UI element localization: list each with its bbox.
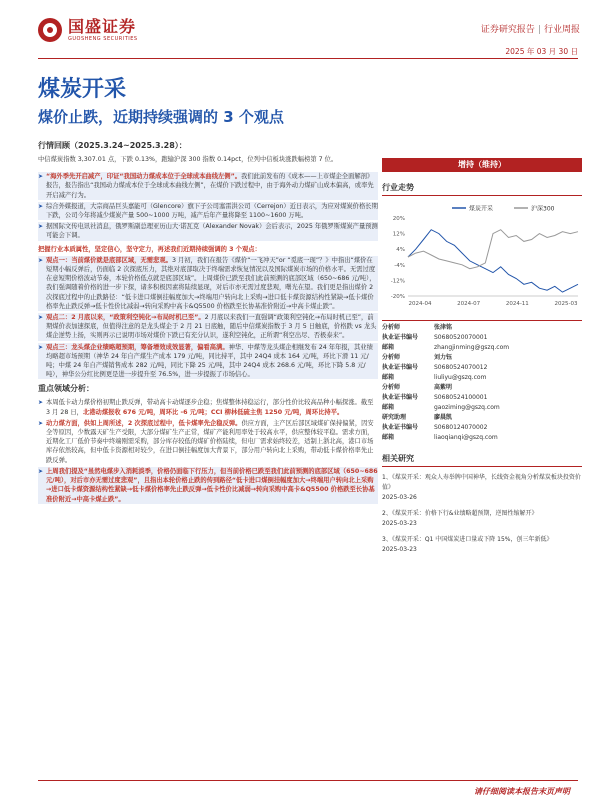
analyst-row (382, 353, 582, 363)
analyst-row (382, 383, 582, 393)
series-line (408, 230, 578, 292)
related-title: 3、《煤炭开采：Q1 中国煤炭进口量或下降 15%，创三年新低》 (382, 536, 553, 543)
x-tick-label: 2025-03 (554, 301, 578, 307)
analyst-key: 执业证书编号 (382, 364, 419, 371)
analyst-key: 执业证书编号 (382, 334, 419, 341)
analyst-key: 执业证书编号 (382, 394, 419, 401)
analyst-key: 邮箱 (382, 434, 395, 441)
analyst-row (382, 333, 582, 343)
view-2: ➤ 观点二：2 月底以来，“政策利空钝化→布局时机已至”。2 月底以来我们一直强调“政策利空钝化→布局时机已至”，前期煤价表加速探底，但值得注意的是龙头煤企于 2 月 21 日底触，随后中信煤炭指数于 3 月 5 日触底，价格跌 vs 龙头煤企逆势上扬，实则再示已说明市场对煤价下跌已有充分认识，遂利空钝化，正所谓“利空出尽、否极泰来”。 (38, 313, 378, 341)
analyst-key: 分析师 (382, 384, 401, 391)
logo-en: GUOSHENG SECURITIES (68, 36, 138, 42)
logo (38, 18, 138, 42)
related-date: 2025-03-26 (382, 494, 417, 501)
related-date: 2025-03-23 (382, 520, 417, 527)
related-item[interactable] (382, 473, 582, 503)
analyst-value: S0680520070001 (434, 334, 488, 341)
logo-cn: 国盛证券 (68, 17, 137, 36)
logo-icon (38, 18, 62, 42)
analyst-value: 刘力钰 (434, 354, 453, 361)
review-head: 行情回顾（2025.3.24~2025.3.28）： (38, 141, 187, 150)
report-date: 2025 年 03 月 30 日 (505, 47, 578, 56)
view-3: ➤ 观点三：龙头煤企业绩略超预期，筹备增效成效显著，偏看高满。神华、中煤等龙头煤企相继发布 24 年年报，其业绩均略超市场预期（神华 24 年自产煤生产成本 179 元/吨，同比持平，其中 24Q4 成本 164 元/吨，环比下滑 11 元/吨；中煤 24 年自产煤销售成本 282 元/吨，同比下降 25 元/吨，其中 24Q4 成本 268.6 元/吨，环比下降 5.8 元/吨），神华公分红比例更是进一步提升至 76.5%，进一步提振了市场信心。 (38, 343, 378, 380)
x-tick-label: 2024-11 (505, 301, 529, 307)
series-line (408, 230, 578, 269)
report-type: 证券研究报告 | 行业周报 (480, 25, 580, 35)
related-item[interactable] (382, 509, 582, 529)
analyst-value: 高紫明 (434, 384, 453, 391)
analyst-value: S0680524070012 (434, 364, 488, 371)
analyst-row (382, 363, 582, 373)
legend-label: 煤炭开采 (469, 205, 494, 213)
page-header (0, 0, 600, 60)
analyst-value: liuliyu@gszq.com (434, 374, 487, 381)
related-date: 2025-03-23 (382, 546, 417, 553)
main-content (38, 140, 378, 504)
review-text: 中信煤炭指数 3,307.01 点，下跌 0.13%，跑输沪深 300 指数 0.14pct，位列中信板块涨跌幅榜第 7 位。 (38, 156, 338, 163)
y-tick-label: 20% (392, 216, 405, 222)
related-title: 2、《煤炭开采：价格下行&业绩略超预期，逆图性缩解开》 (382, 510, 538, 517)
trend-chart (382, 200, 582, 310)
analyst-value: S0680524100001 (434, 394, 488, 401)
analyst-row (382, 403, 582, 413)
analyst-value: S0680124070002 (434, 424, 488, 431)
page-subtitle: 煤价止跌，近期持续强调的 3 个观点 (38, 108, 284, 126)
y-tick-label: 4% (396, 247, 405, 254)
footer-text: 请仔细阅读本报告末页声明 (474, 787, 570, 796)
bullet-3: ➤ 据国际文传电讯社消息，俄罗斯副总理亚历山大·诺瓦克（Alexander Novak）会后表示，2025 年俄罗斯煤炭产量预测可能会下调。 (38, 222, 378, 240)
header-divider (38, 58, 578, 59)
rating-badge: 增持（维持） (382, 158, 582, 172)
analyst-key: 分析师 (382, 354, 401, 361)
analyst-row (382, 343, 582, 353)
view-1: ➤ 观点一：当前煤价就是底部区域，无需悲观。3 月初，我们在报告《煤价“一飞冲天”or “觅底一现”？》中指出“煤价在短期小幅反弹后，仍面临 2 次探底压力，其绝对底部取决于终端需求恢复情况以及国际煤炭市场的价格水平。无需过度在意短期价格波动节奏，本轮价格低点就是底部区域”。上周煤价已跌至我们此前预测的底部区域（650~686 元/吨），我们强调随着价格的进一步下探，诸多积极因素将陆续显现，对后市亦无需过度悲观，曙光在望。我们更是指出煤价 2 次探底过程中的止跌路径：“低卡进口煤倒挂幅度加大→终端用户转向北上采购→进口低卡煤资源结构性紧缺→低卡煤价格率先止跌反弹→低卡性价比减弱→转向采购中高卡&Q5500 价格跌至长协基准价附近→中高卡煤止跌”。 (38, 256, 378, 311)
key-p3: ➤ 上周我们提及“虽然电煤步入消耗淡季，价格仍面临下行压力，但当前价格已跌至我们此前预测的底部区域（650~686 元/吨），对后市亦无需过度悲观”，且指出本轮价格止跌的传到路径“低卡进口煤倒挂幅度加大→终端用户转向北上采购→进口低卡煤资源结构性紧缺→低卡煤价格率先止跌反弹→低卡性价比减弱→转向采购中高卡&Q5500 价格跌至长协基准价附近→中高卡煤止跌”。 (38, 467, 378, 504)
analyst-list (382, 320, 582, 443)
bullet-1: ➤ “海外季先开启减产，印证“我国动力煤成本位于全球成本曲线左侧”。我们此前发布的《成本——上市煤企全面解剖》报告，报告指出“我国动力煤成本位于全球成本曲线左侧”，在煤价下跌过程中，由于海外动力煤矿山成本偏高，或率先开启减产行为。 (38, 172, 378, 200)
related-item[interactable] (382, 535, 582, 555)
key-p2: ➤ 动力煤方面，供如上周所述，2 次探底过程中，低卡煤率先企稳反弹。供应方面，主产区后部区域煤矿保持偏紧，因安全等原因，少数露天矿生产受限，大部分煤矿生产正常，煤矿产能利用率处于较高水平，供应整体较平稳。需求方面，近期化工厂低价节奏中终端刚需采购，部分库存较低的煤矿价格陆续，但电厂需求始终较差，适制上浙北高，港口市场库存依然较高，但中低卡资源相对较少，在进口倒挂幅度加大背景下，部分用户转向北上采购，带动低卡煤价格率先止跌反弹。 (38, 419, 378, 465)
analyst-row (382, 373, 582, 383)
analyst-row (382, 433, 582, 443)
related-head: 相关研究 (382, 453, 582, 467)
analyst-value: liaoqianqi@gszq.com (434, 434, 498, 441)
analyst-key: 研究助理 (382, 414, 407, 421)
analyst-key: 执业证书编号 (382, 424, 419, 431)
related-title: 1、《煤炭开采：观众人寿举牌中国神华，长线资金视角分析煤炭板块投资价值》 (382, 474, 581, 491)
analyst-row (382, 423, 582, 433)
analyst-key: 分析师 (382, 324, 401, 331)
sidebar (382, 158, 582, 561)
views-intro: 把握行业本质属性，坚定信心，坚守定力，再述我们近期持续强调的 3 个观点： (38, 245, 261, 253)
page-title: 煤炭开采 (38, 77, 127, 102)
trend-head: 行业走势 (382, 182, 582, 196)
key-head: 重点领域分析： (38, 384, 94, 394)
analyst-key: 邮箱 (382, 374, 395, 381)
industry-report-label: 行业周报 (543, 25, 580, 35)
analyst-row (382, 323, 582, 333)
page-footer (0, 780, 600, 800)
x-tick-label: 2024-04 (408, 301, 432, 307)
analyst-row (382, 393, 582, 403)
chart-legend (452, 205, 555, 213)
footer-divider (38, 780, 578, 781)
related-list (382, 473, 582, 555)
legend-label: 沪深300 (531, 205, 555, 213)
bullet-2: ➤ 综合外媒报道，大宗商品巨头嘉能可（Glencore）旗下子公司塞雷洪公司（Cerrejon）近日表示，为应对煤炭价格长期下跌，公司今年将减少煤炭产量 500~1000 万吨，减产后年产量将降至 1100~1600 万吨。 (38, 202, 378, 220)
analyst-key: 邮箱 (382, 344, 395, 351)
y-tick-label: -20% (390, 294, 405, 300)
y-tick-label: -12% (390, 278, 405, 285)
x-tick-label: 2024-07 (457, 301, 481, 307)
analyst-key: 邮箱 (382, 404, 395, 411)
analyst-value: 廖晨凯 (434, 414, 453, 421)
y-tick-label: 12% (392, 231, 405, 238)
analyst-value: gaoziming@gszq.com (434, 404, 500, 411)
key-p1: ➤ 本周低卡动力煤价格初期止跌反弹，带动高卡动煤逐步企稳；焦煤整体持稳运行，部分性价比较高品种小幅探涨。截至 3 月 28 日，北港动煤报收 676 元/吨，周环比 -6 元/吨；CCI 柳林低硫主焦 1250 元/吨，周环比持平。 (38, 398, 378, 416)
report-type-label: 证券研究报告 (480, 25, 535, 35)
analyst-value: zhangjinming@gszq.com (434, 344, 510, 351)
y-tick-label: -4% (394, 262, 405, 269)
analyst-value: 张津铭 (434, 324, 453, 331)
analyst-row (382, 413, 582, 423)
